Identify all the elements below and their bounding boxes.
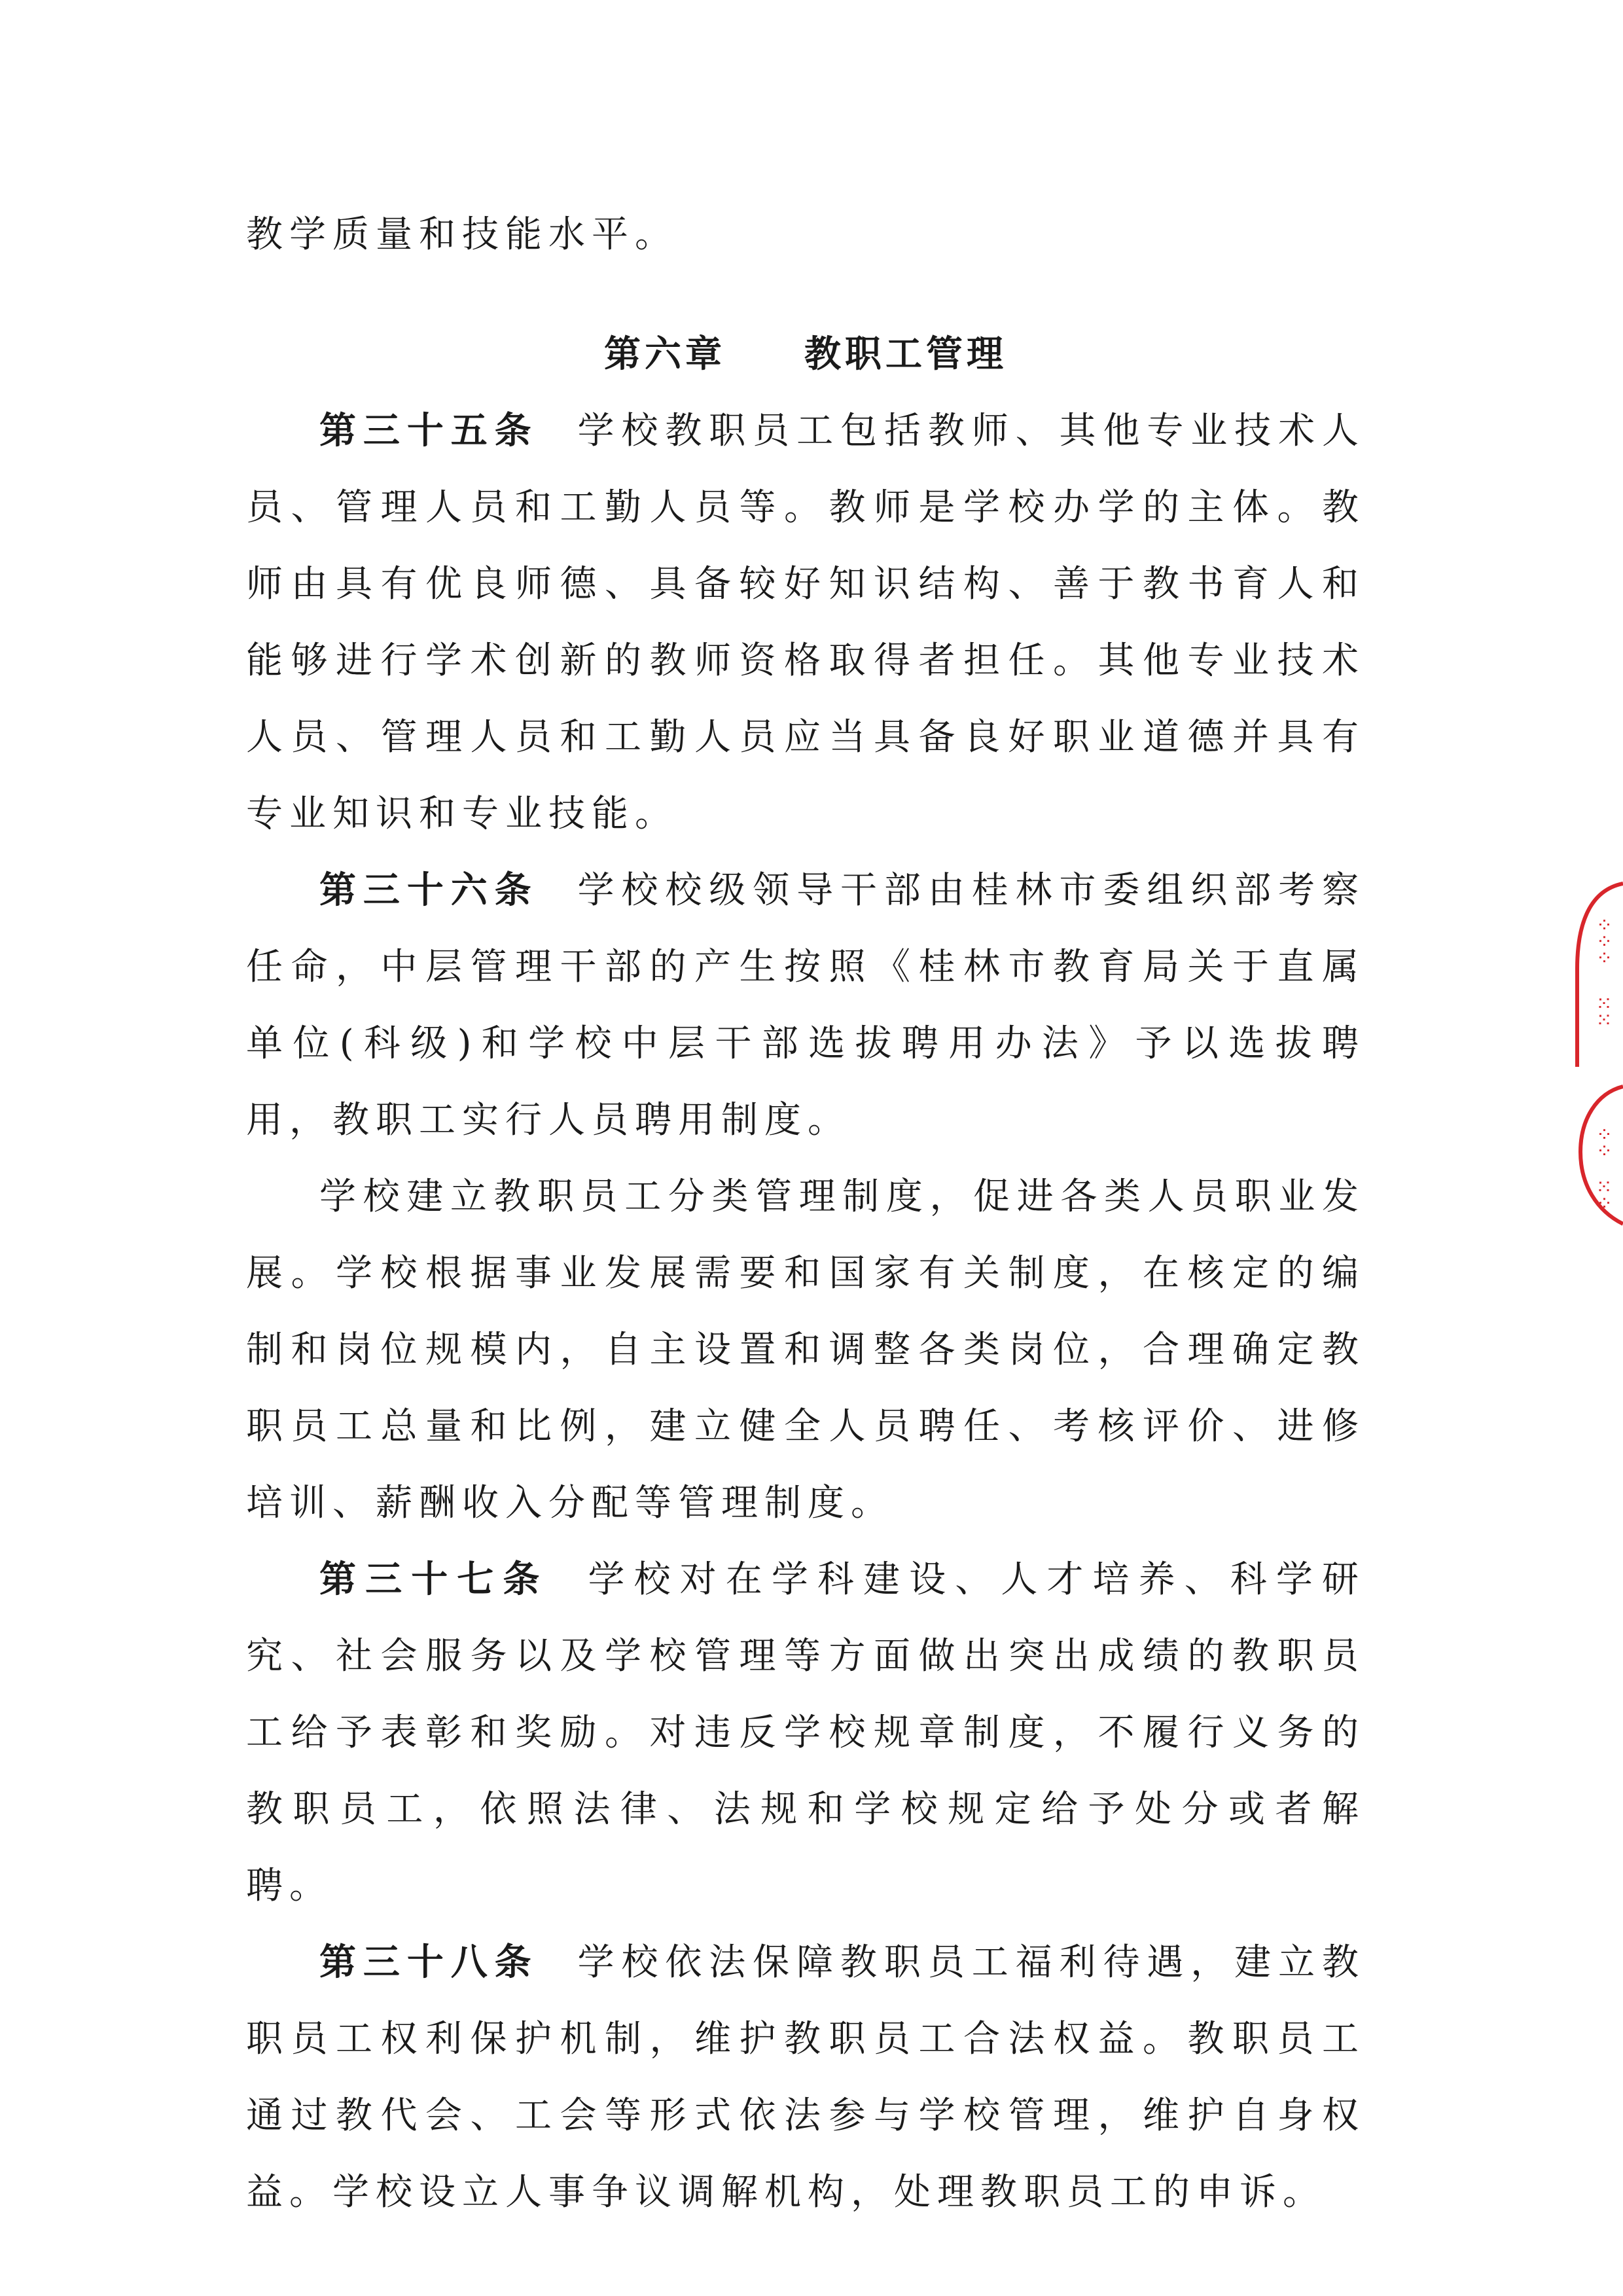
article-38 bbox=[246, 1924, 1365, 2231]
svg-text:⁙⁙: ⁙⁙ bbox=[1592, 995, 1614, 1028]
article-36-paragraph-2 bbox=[246, 1158, 1365, 1541]
svg-text:⁘⁘⁘: ⁘⁘⁘ bbox=[1592, 916, 1614, 966]
chapter-title: 教职工管理 bbox=[804, 332, 1007, 376]
document-page bbox=[246, 196, 1365, 2231]
article-37 bbox=[246, 1541, 1365, 1924]
chapter-heading bbox=[246, 315, 1365, 393]
article-text: 学校教职员工包括教师、其他专业技术人员、管理人员和工勤人员等。教师是学校办学的主体。教师由具有优良师德、具备较好知识结构、善于教书育人和能够进行学术创新的教师资格取得者担任。其他专业技术人员、管理人员和工勤人员应当具备良好职业道德并具有专业知识和专业技能。 bbox=[246, 410, 1366, 835]
article-35 bbox=[246, 393, 1365, 852]
article-label: 第三十六条 bbox=[319, 869, 539, 912]
article-text: 学校建立教职员工分类管理制度，促进各类人员职业发展。学校根据事业发展需要和国家有关制度，在核定的编制和岗位规模内，自主设置和调整各类岗位，合理确定教职员工总量和比例，建立健全人员聘任、考核评价、进修培训、薪酬收入分配等管理制度。 bbox=[246, 1175, 1365, 1524]
continuation-line: 教学质量和技能水平。 bbox=[246, 213, 678, 256]
chapter-number: 第六章 bbox=[604, 332, 726, 376]
article-label: 第三十八条 bbox=[319, 1941, 539, 1984]
article-text: 学校校级领导干部由桂林市委组织部考察任命，中层管理干部的产生按照《桂林市教育局关于直属单位(科级)和学校中层干部选拔聘用办法》予以选拔聘用，教职工实行人员聘用制度。 bbox=[246, 869, 1366, 1141]
article-text: 学校对在学科建设、人才培养、科学研究、社会服务以及学校管理等方面做出突出成绩的教职员工给予表彰和奖励。对违反学校规章制度，不履行义务的教职员工，依照法律、法规和学校规定给予处分或者解聘。 bbox=[246, 1558, 1366, 1907]
official-seal-fragment bbox=[1551, 870, 1623, 1237]
article-label: 第三十七条 bbox=[319, 1558, 549, 1601]
svg-text:⁘⁘: ⁘⁘ bbox=[1592, 1126, 1614, 1159]
article-label: 第三十五条 bbox=[319, 409, 539, 452]
article-text: 学校依法保障教职员工福利待遇，建立教职员工权利保护机制，维护教职员工合法权益。教职员工通过教代会、工会等形式依法参与学校管理，维护自身权益。学校设立人事争议调解机构，处理教职员工的申诉。 bbox=[246, 1941, 1366, 2214]
svg-text:⁙⁘: ⁙⁘ bbox=[1592, 1178, 1614, 1211]
article-36 bbox=[246, 852, 1365, 1158]
